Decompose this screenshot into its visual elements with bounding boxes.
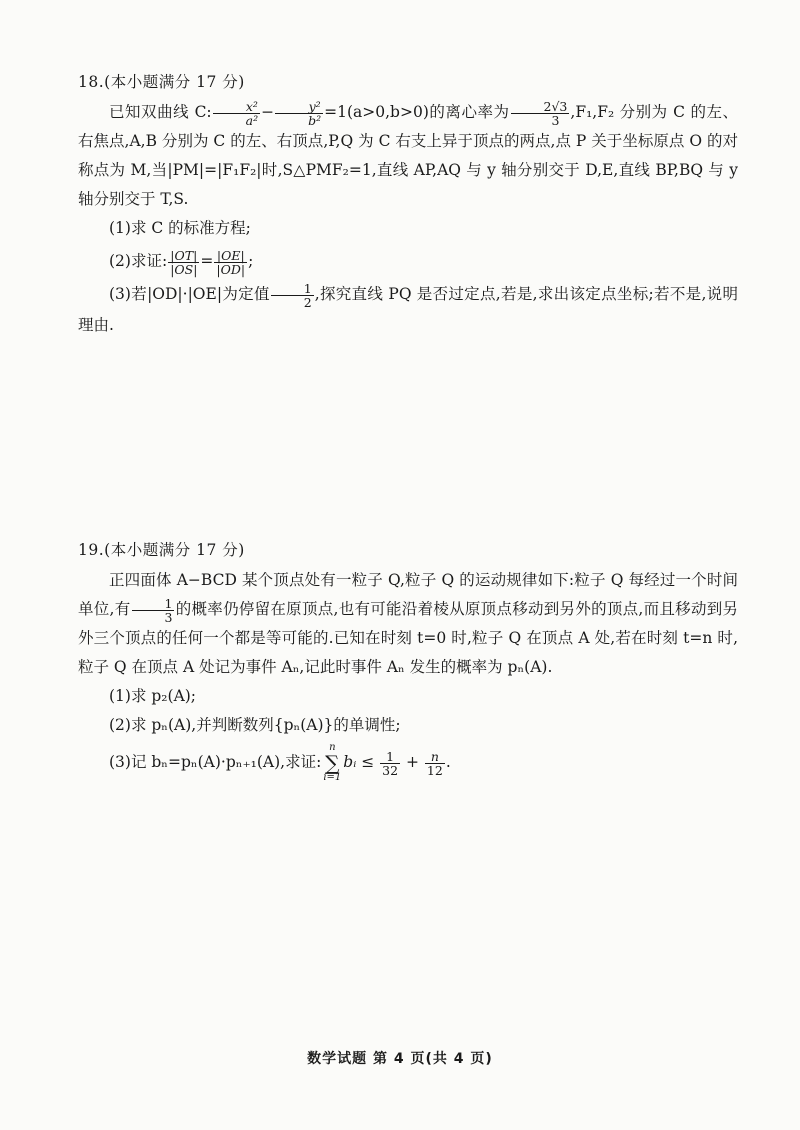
statement-text: =1(a>0,b>0)的离心率为 bbox=[324, 103, 510, 121]
statement-text: 正四面体 A−BCD 某个顶点处有一粒子 Q,粒子 Q 的运动规律如下:粒子 Q 每经过一个时间单位,有 bbox=[78, 571, 738, 618]
summation-symbol: n ∑ i=1 bbox=[323, 742, 342, 783]
problem-18-question-1: (1)求 C 的标准方程; bbox=[109, 219, 251, 237]
fraction-n-12: $\frac{n}{12}$ bbox=[426, 748, 443, 778]
problem-18-heading: 18.(本小题满分 17 分) bbox=[78, 73, 245, 91]
problem-18-question-3: (3)若|OD|·|OE|为定值 $\frac{1}{2}$ ,探究直线 PQ 是否过定点,若是,求出该定点坐标;若不是,说明理由. bbox=[78, 280, 738, 334]
fraction-eccentricity: $\frac{2√3}{3}$ bbox=[511, 100, 570, 127]
problem-19 bbox=[78, 538, 738, 784]
statement-text: 的概率仍停留在原顶点,也有可能沿着棱从原顶点移动到另外的顶点,而且移动到另外三个顶点的任何一个都是等可能的.已知在时刻 t=0 时,粒子 Q 在顶点 A 处,若在时刻 t=n 时,粒子 Q 在顶点 A 处记为事件 Aₙ,记此时事件 Aₙ 发生的概率为 pₙ(A). bbox=[78, 600, 738, 676]
problem-18 bbox=[78, 70, 738, 341]
fraction-one-third: $\frac{1}{3}$ bbox=[132, 597, 175, 624]
statement-text: ,F₁,F₂ 分别为 C 的左、右焦点,A,B 分别为 C 的左、右顶点,P,Q 为 C 右支上异于顶点的两点,点 P 关于坐标原点 O 的对称点为 M,当|PM|=|F₁F₂|时,S△PMF₂=1,直线 AP,AQ 与 y 轴分别交于 D,E,直线 BP,BQ 与 y 轴分别交于 T,S. bbox=[78, 103, 739, 208]
fraction-x2-a2: $\frac{\text{x²}}{\text{a²}}$ bbox=[213, 100, 260, 127]
problem-19-question-2: (2)求 pₙ(A),并判断数列{pₙ(A)}的单调性; bbox=[109, 716, 401, 734]
statement-text: 已知双曲线 C: bbox=[109, 103, 212, 121]
problem-19-heading: 19.(本小题满分 17 分) bbox=[78, 541, 245, 559]
page-footer: 数学试题 第 4 页(共 4 页) bbox=[307, 1051, 493, 1067]
fraction-y2-b2: $\frac{\text{y²}}{\text{b²}}$ bbox=[275, 100, 323, 127]
fraction-oe-od: $\frac{|OE|}{|OD|}$ bbox=[216, 247, 246, 277]
fraction-one-half: $\frac{1}{2}$ bbox=[271, 282, 314, 309]
problem-19-question-3: (3)记 bₙ=pₙ(A)·pₙ₊₁(A),求证: n ∑ i=1 bᵢ ≤ $\frac{1}{32}$ + $\frac{n}{12}$ . bbox=[109, 742, 451, 783]
fraction-one-32: $\frac{1}{32}$ bbox=[382, 748, 399, 778]
problem-19-statement bbox=[78, 566, 738, 682]
fraction-ot-os: $\frac{|OT|}{|OS|}$ bbox=[170, 247, 198, 277]
minus-sign: − bbox=[261, 103, 275, 121]
problem-18-question-2: (2)求证: $\frac{|OT|}{|OS|}$ = $\frac{|OE|}{|OD|}$ ; bbox=[109, 247, 254, 277]
problem-19-question-1: (1)求 p₂(A); bbox=[109, 687, 197, 705]
problem-18-statement bbox=[78, 98, 738, 214]
